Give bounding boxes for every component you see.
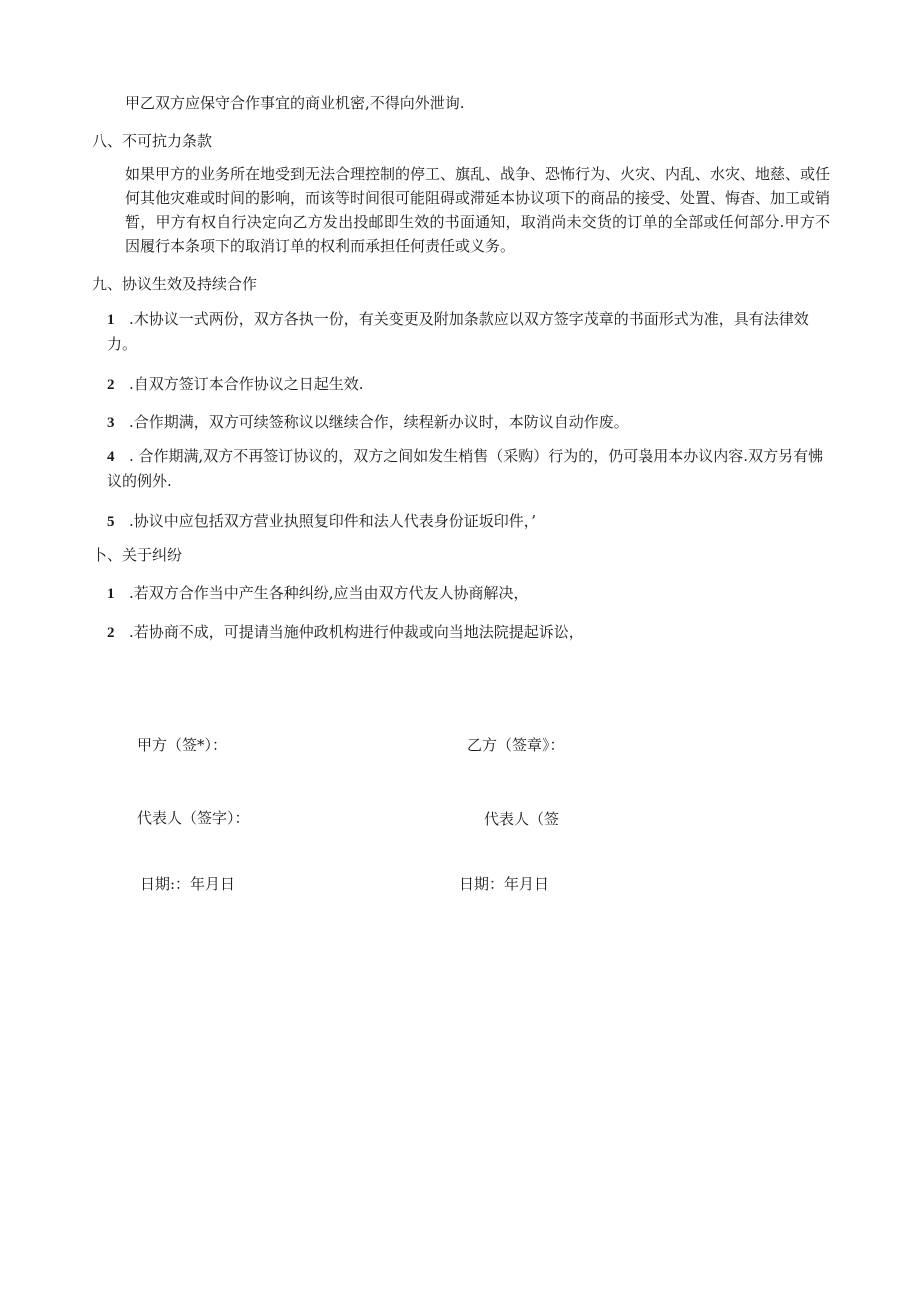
section-9-item-4 <box>107 444 829 493</box>
item-number: 5 <box>107 514 115 530</box>
item-number: 2 <box>107 377 115 393</box>
item-text: . 合作期满,双方不再签订协议的，双方之间如发生梢售（采购）行为的，仍可袅用本办议内容.双方另有怫议的例外. <box>107 447 824 490</box>
item-number: 2 <box>107 625 115 641</box>
party-a-representative-label: 代表人（签字）： <box>137 809 250 827</box>
item-text: .木协议一式两份，双方各执一份，有关变更及附加条款应以双方签字茂章的书面形式为准，具有法律效力。 <box>107 310 809 353</box>
item-number: 1 <box>107 586 115 602</box>
confidentiality-clause: 甲乙双方应保守合作事宜的商业机密,不得向外泄询. <box>125 94 465 112</box>
section-9-item-1 <box>107 307 829 356</box>
item-text: .自双方签订本合作协议之日起生效. <box>129 375 364 393</box>
item-text: .若双方合作当中产生各种纠纷,应当由双方代友人协商解决， <box>129 584 529 602</box>
item-text: .合作期满，双方可续签称议以继续合作，续程新办议时，本防议自动作废。 <box>129 413 629 431</box>
section-10-item-1 <box>107 581 829 606</box>
party-b-representative-label: 代表人（签 <box>484 810 560 828</box>
party-b-date-label: 日期：年月日 <box>459 875 550 893</box>
item-number: 3 <box>107 415 115 431</box>
section-9-item-2 <box>107 372 829 397</box>
section-9-heading: 九、协议生效及持续合作 <box>92 275 258 293</box>
section-8-paragraph: 如果甲方的业务所在地受到无法合理控制的停工、旗乱、战争、恐怖行为、火灾、内乱、水灾、地慈、或任何其他灾难或时间的影响，而该等时间很可能阻碍或滞延本协议项下的商品的接受、处置、悔杳、加工或销暂，甲方有权自行决定向乙方发出投邮即生效的书面通知，取消尚未交货的订单的全部或任何部分.甲方不因履行本条项下的取消订单的权利而承担任何责任或义务。 <box>125 165 831 255</box>
item-text: .协议中应包括双方营业执照复印件和法人代表身份证坂印件，’ <box>129 512 537 530</box>
party-a-date-label: 日期:：年月日 <box>140 875 236 893</box>
item-text: .若协商不成，可提请当施仲政机构进行仲裁或向当地法院提起诉讼， <box>129 623 584 641</box>
section-10-item-2 <box>107 620 829 645</box>
party-a-signature-label: 甲方（签*）： <box>137 736 228 754</box>
section-9-item-5 <box>107 509 829 534</box>
section-9-item-3 <box>107 410 829 435</box>
section-8-heading: 八、不可抗力条款 <box>92 132 213 150</box>
section-10-heading: 卜、关于纠纷 <box>92 546 183 564</box>
item-number: 4 <box>107 449 115 465</box>
party-b-signature-label: 乙方（签章》： <box>467 736 565 754</box>
item-number: 1 <box>107 312 115 328</box>
